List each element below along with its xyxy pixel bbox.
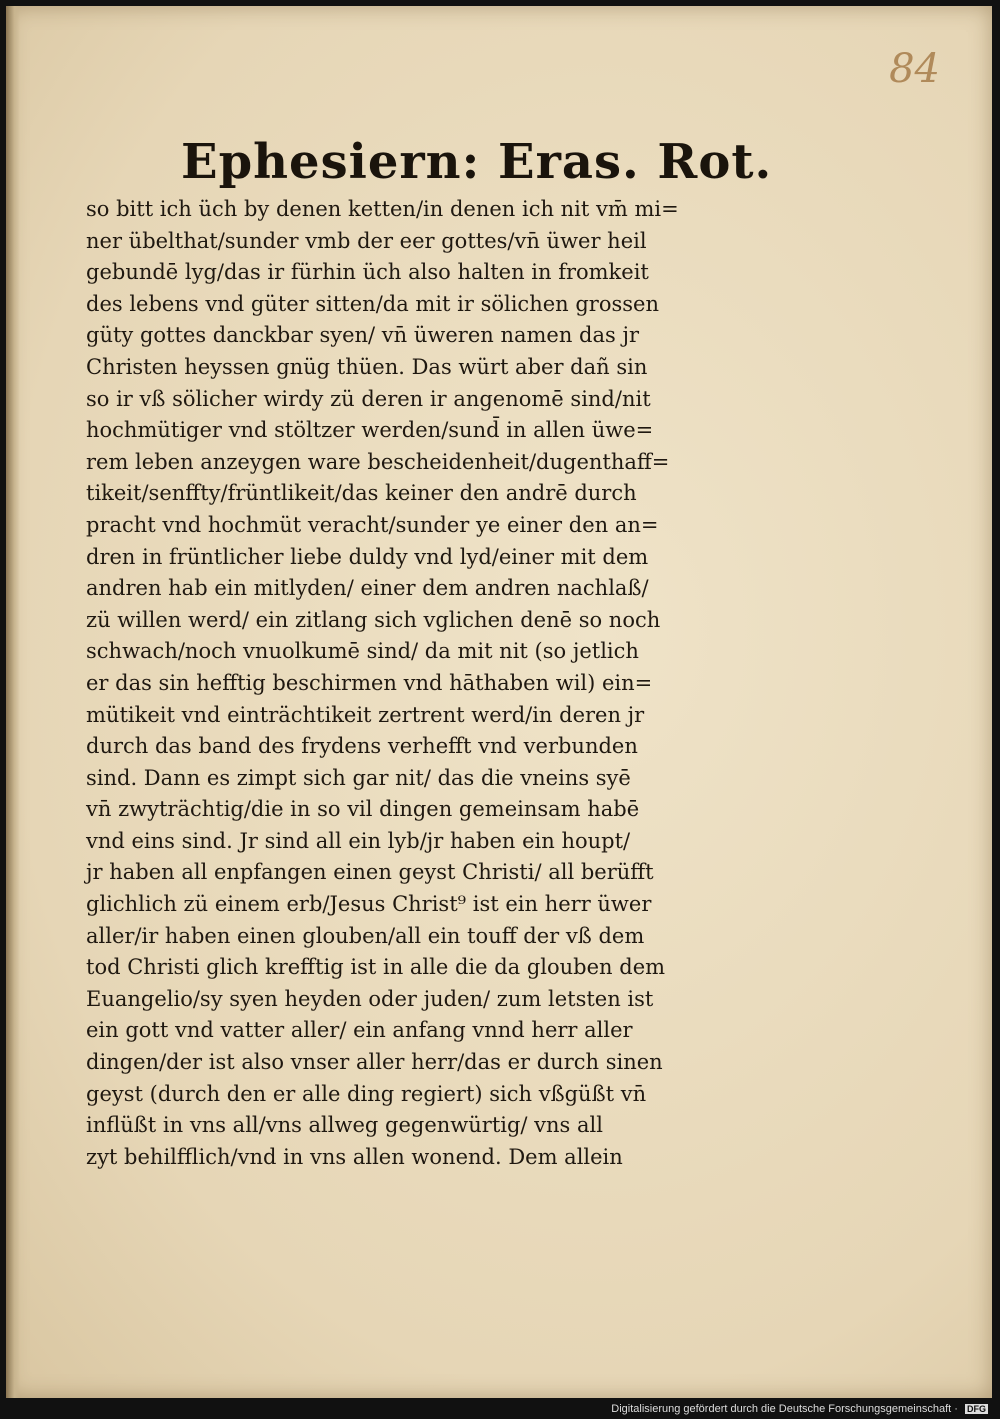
footer-bar xyxy=(0,1401,1000,1419)
text-line: jr haben all enpfangen einen geyst Christi/ all berüfft xyxy=(86,860,654,885)
text-line: geyst (durch den er alle ding regiert) sich vßgüßt vn̄ xyxy=(86,1081,647,1106)
text-line: des lebens vnd güter sitten/da mit ir sölichen grossen xyxy=(86,291,659,316)
body-text xyxy=(86,194,726,1173)
text-line: glichlich zü einem erb/Jesus Christ⁹ ist ein herr üwer xyxy=(86,892,652,917)
text-line: dren in früntlicher liebe duldy vnd lyd/einer mit dem xyxy=(86,544,649,569)
text-line: mütikeit vnd einträchtikeit zertrent werd/in deren jr xyxy=(86,702,645,727)
text-line: vn̄ zwyträchtig/die in so vil dingen gemeinsam habē xyxy=(86,797,640,822)
running-header: Ephesiern: Eras. Rot. xyxy=(181,134,773,190)
text-line: so bitt ich üch by denen ketten/in denen ich nit vm̄ mi= xyxy=(86,197,679,221)
text-line: aller/ir haben einen glouben/all ein touff der vß dem xyxy=(86,923,645,948)
text-line: rem leben anzeygen ware bescheidenheit/dugenthaff= xyxy=(86,449,670,474)
text-line: tod Christi glich krefftig ist in alle die da glouben dem xyxy=(86,955,666,980)
text-line: sind. Dann es zimpt sich gar nit/ das die vneins syē xyxy=(86,765,631,790)
text-line: Christen heyssen gnüg thüen. Das würt aber dañ sin xyxy=(86,354,648,379)
page-spine-shadow xyxy=(6,6,20,1398)
text-line: schwach/noch vnuolkumē sind/ da mit nit (so jetlich xyxy=(86,639,639,664)
text-line: ein gott vnd vatter aller/ ein anfang vnnd herr aller xyxy=(86,1018,633,1043)
text-line: inflüßt in vns all/vns allweg gegenwürtig/ vns all xyxy=(86,1113,603,1138)
credit-text: Digitalisierung gefördert durch die Deutsche Forschungsgemeinschaft · xyxy=(611,1403,958,1415)
folio-number: 84 xyxy=(889,46,940,92)
text-line: dingen/der ist also vnser aller herr/das er durch sinen xyxy=(86,1050,663,1075)
text-line: durch das band des frydens verhefft vnd verbunden xyxy=(86,734,638,759)
text-line: pracht vnd hochmüt veracht/sunder ye einer den an= xyxy=(86,512,659,537)
text-line: so ir vß sölicher wirdy zü deren ir angenomē sind/nit xyxy=(86,386,651,411)
digitization-credit xyxy=(611,1403,988,1415)
text-line: güty gottes danckbar syen/ vn̄ üweren namen das jr xyxy=(86,323,639,348)
dfg-logo-icon: DFG xyxy=(967,1404,986,1414)
text-line: ner übelthat/sunder vmb der eer gottes/vn̄ üwer heil xyxy=(86,228,647,253)
text-line: hochmütiger vnd stöltzer werden/sund̄ in allen üwe= xyxy=(86,418,654,443)
text-line: tikeit/senffty/früntlikeit/das keiner den andrē durch xyxy=(86,481,637,506)
text-line: andren hab ein mitlyden/ einer dem andren nachlaß/ xyxy=(86,576,649,601)
text-line: gebundē lyg/das ir fürhin üch also halten in fromkeit xyxy=(86,260,649,285)
text-line: er das sin hefftig beschirmen vnd hāthaben wil) ein= xyxy=(86,670,653,695)
text-line: Euangelio/sy syen heyden oder juden/ zum letsten ist xyxy=(86,986,654,1011)
text-line: vnd eins sind. Jr sind all ein lyb/jr haben ein houpt/ xyxy=(86,828,631,853)
text-line: zyt behilfflich/vnd in vns allen wonend. Dem allein xyxy=(86,1144,623,1169)
book-page xyxy=(6,6,992,1398)
text-line: zü willen werd/ ein zitlang sich vglichen denē so noch xyxy=(86,607,661,632)
